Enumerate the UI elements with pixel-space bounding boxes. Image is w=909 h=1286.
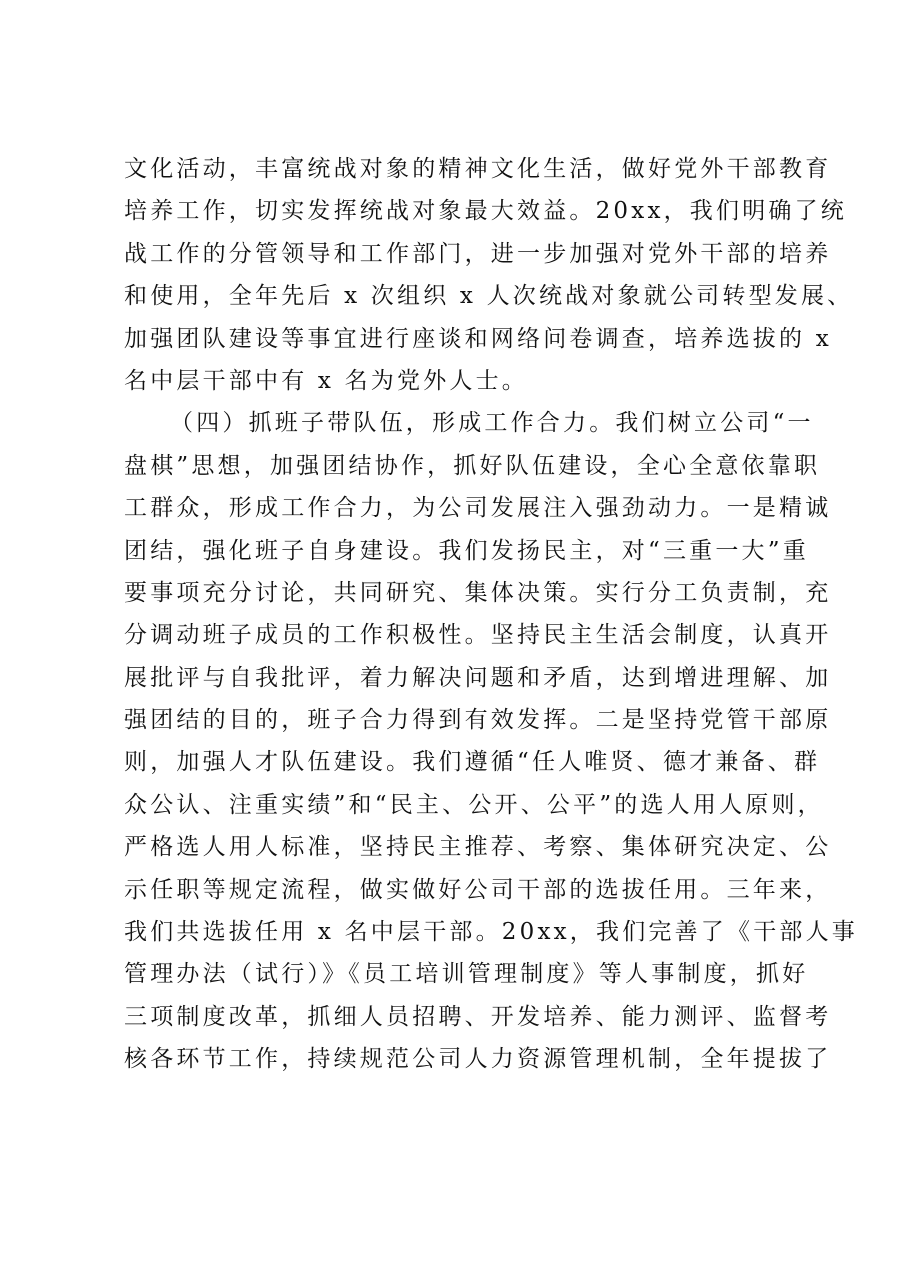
text-line: 培养工作，切实发挥统战对象最大效益。20xx，我们明确了统	[124, 198, 848, 225]
text-line: 团结，强化班子自身建设。我们发扬民主，对“三重一大”重	[124, 537, 809, 564]
text-line: 盘棋”思想，加强团结协作，抓好队伍建设，全心全意依靠职	[124, 452, 821, 479]
text-line: 展批评与自我批评，着力解决问题和矛盾，达到增进理解、加	[124, 664, 832, 691]
body-text	[124, 148, 859, 1081]
text-line: 名中层干部中有 x 名为党外人士。	[124, 367, 528, 394]
text-line: 管理办法（试行）》《员工培训管理制度》等人事制度，抓好	[124, 961, 809, 988]
text-line: 众公认、注重实绩”和“民主、公开、公平”的选人用人原则，	[124, 791, 824, 818]
section-heading-line: （四）抓班子带队伍，形成工作合力。我们树立公司“一	[170, 410, 814, 437]
text-line: 强团结的目的，班子合力得到有效发挥。二是坚持党管干部原	[124, 707, 832, 734]
text-line: 加强团队建设等事宜进行座谈和网络问卷调查，培养选拔的 x	[124, 325, 832, 352]
text-line: 工群众，形成工作合力，为公司发展注入强劲动力。一是精诚	[124, 495, 832, 522]
text-line: 三项制度改革，抓细人员招聘、开发培养、能力测评、监督考	[124, 1003, 832, 1030]
text-line: 文化活动，丰富统战对象的精神文化生活，做好党外干部教育	[124, 156, 832, 182]
text-line: 核各环节工作，持续规范公司人力资源管理机制，全年提拔了	[124, 1046, 832, 1073]
text-line: 分调动班子成员的工作积极性。坚持民主生活会制度，认真开	[124, 622, 832, 649]
text-line: 战工作的分管领导和工作部门，进一步加强对党外干部的培养	[124, 240, 832, 267]
text-line: 要事项充分讨论，共同研究、集体决策。实行分工负责制，充	[124, 579, 832, 606]
text-line: 我们共选拔任用 x 名中层干部。20xx，我们完善了《干部人事	[124, 919, 859, 946]
text-line: 和使用，全年先后 x 次组织 x 人次统战对象就公司转型发展、	[124, 283, 854, 310]
text-line: 示任职等规定流程，做实做好公司干部的选拔任用。三年来，	[124, 876, 832, 903]
text-line: 严格选人用人标准，坚持民主推荐、考察、集体研究决定、公	[124, 834, 832, 861]
text-line: 则，加强人才队伍建设。我们遵循“任人唯贤、德才兼备、群	[124, 749, 821, 776]
